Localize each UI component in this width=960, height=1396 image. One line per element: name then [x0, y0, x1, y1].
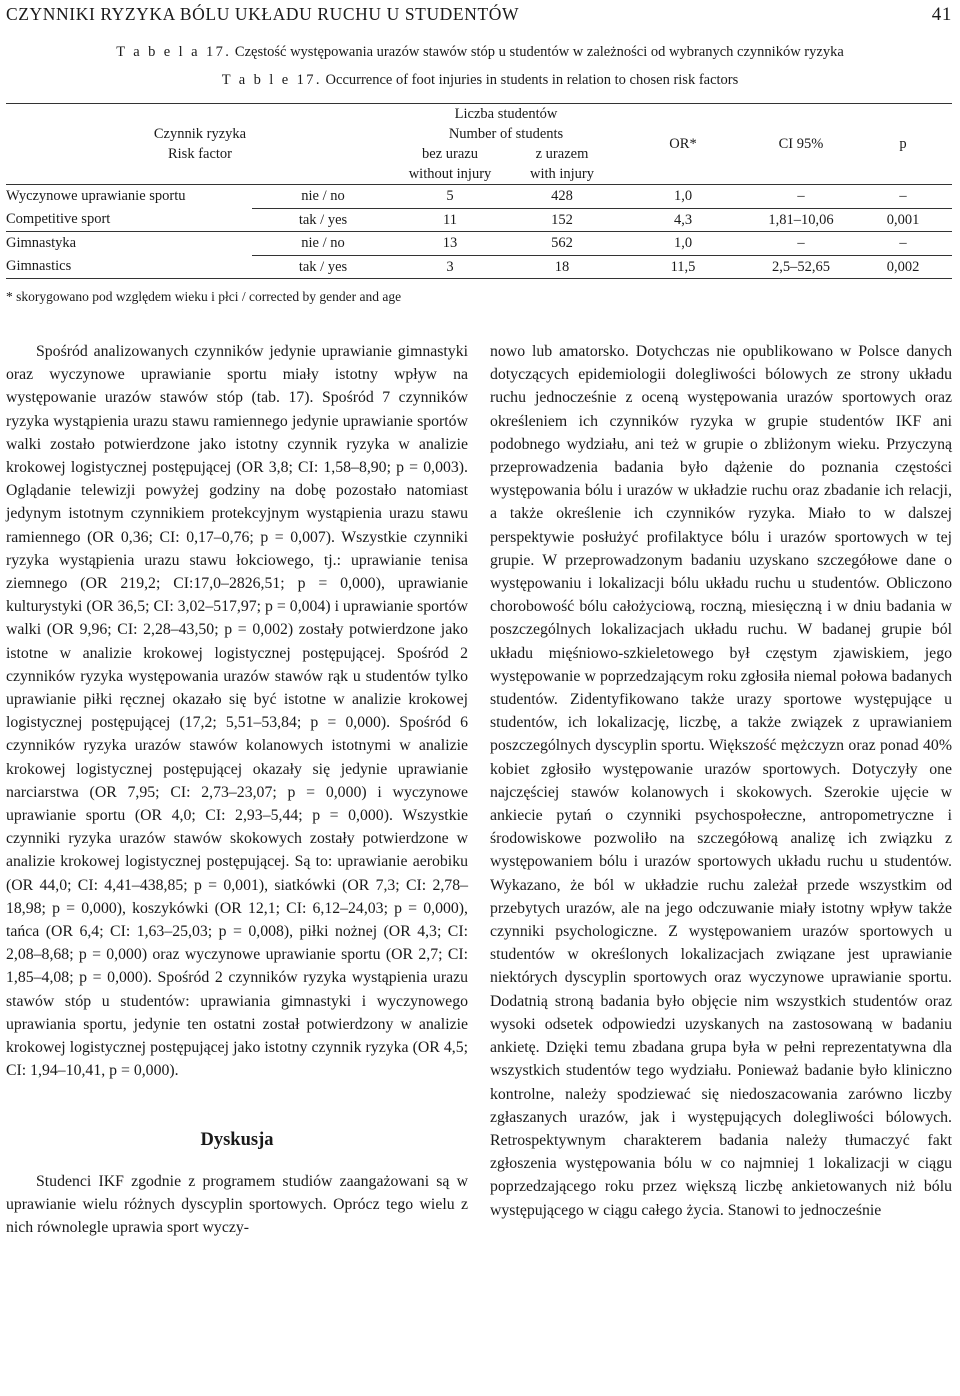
table-footnote: * skorygowano pod względem wieku i płci / corrected by gender and age — [6, 289, 402, 304]
header-risk-factor-pl: Czynnik ryzyka — [153, 126, 247, 142]
cell-ci: 2,5–52,65 — [748, 255, 854, 279]
cell-or: 11,5 — [618, 255, 748, 279]
right-column — [490, 340, 952, 1222]
cell-p: – — [854, 232, 952, 256]
cell-without: 5 — [446, 188, 454, 204]
header-without-pl: bez urazu — [422, 146, 478, 162]
table-caption-en — [0, 72, 960, 89]
table-row — [6, 185, 952, 209]
running-head — [6, 4, 952, 26]
cell-without: 11 — [394, 208, 506, 232]
cell-with: 428 — [551, 188, 573, 204]
cell-p: 0,001 — [854, 208, 952, 232]
cell-or: 1,0 — [618, 232, 748, 256]
cell-with: 18 — [506, 255, 618, 279]
cell-ci: – — [748, 232, 854, 256]
running-title: CZYNNIKI RYZYKA BÓLU UKŁADU RUCHU U STUDENTÓW — [6, 4, 520, 24]
cell-without: 3 — [394, 255, 506, 279]
group-name-en: Competitive sport — [6, 211, 111, 228]
cell-p: – — [899, 188, 907, 204]
row-level: tak / yes — [252, 255, 394, 279]
header-count-pl: Liczba studentów — [454, 106, 558, 122]
table-label-pl: T a b e l a 17. — [116, 44, 232, 60]
table-caption-en-text: Occurrence of foot injuries in students in relation to chosen risk factors — [325, 72, 739, 88]
group-name-pl: Gimnastyka — [6, 232, 252, 256]
data-table — [6, 103, 952, 279]
cell-without: 13 — [394, 232, 506, 256]
cell-or: 1,0 — [673, 188, 693, 204]
header-risk-factor-en: Risk factor — [167, 146, 233, 162]
header-without-en: without injury — [408, 166, 492, 182]
header-with-injury — [506, 144, 618, 185]
row-level: nie / no — [301, 188, 345, 204]
header-count — [394, 104, 618, 145]
body-paragraph: Spośród analizowanych czynników jedynie uprawianie gimnastyki oraz wyczynowe uprawianie sportu miały istotny wpływ na występowanie urazów stawów stóp (tab. 17). Spośród 7 czynników ryzyka wystąpienia urazu stawu ramiennego jedynie uprawianie sportów walki zostało potwierdzone jako istotny czynnik ryzyka w analizie krokowej logistycznej postępującej (OR 3,8; CI: 1,58–8,90; p = 0,003). Oglądanie telewizji powyżej godziny na dobę pozostało natomiast jedynym istotnym czynnikiem protekcyjnym wystąpienia urazu stawu ramiennego (OR 0,36; CI: 0,17–0,76; p = 0,007). Wszystkie czynniki ryzyka wystąpienia urazu stawu łokciowego, tj.: uprawianie tenisa ziemnego (OR 219,2; CI:17,0–2826,51; p = 0,000), uprawianie kulturystyki (OR 36,5; CI: 3,02–517,97; p = 0,004) i uprawianie sportów walki (OR 9,96; CI: 2,28–43,50; p = 0,002) zostały potwierdzone jako istotne w analizie krokowej logistycznej postępującej. Spośród 2 czynników ryzyka występowania urazów stawów rąk u studentów tylko uprawianie piłki ręcznej okazało się być istotne w analizie krokowej logistycznej postępującej (17,2; 5,51–53,84; p = 0,000). Spośród 6 czynników ryzyka urazów stawów kolanowych istotnymi w analizie krokowej logistycznej postępującej okazały się jedynie uprawianie narciarstwa (OR 7,95; CI: 2,73–23,07; p = 0,000) i wyczynowe uprawianie sportu (OR 4,0; CI: 2,93–5,44; p = 0,000). Wszystkie czynniki ryzyka urazów stawów skokowych zostały potwierdzone w analizie krokowej logistycznej postępującej. Są to: uprawianie aerobiku (OR 44,0; CI: 4,41–438,85; p = 0,001), siatkówki (OR 7,3; CI: 2,78–18,98; p = 0,000), koszykówki (OR 12,1; CI: 6,12–24,03; p = 0,000), tańca (OR 6,4; CI: 1,63–25,03; p = 0,008), piłki nożnej (OR 4,3; CI: 2,08–8,68; p = 0,000) oraz wyczynowe uprawianie sportu (OR 2,7; CI: 1,85–4,08; p = 0,000). Spośród 2 czynników ryzyka wystąpienia urazu stawów stóp u studentów: uprawiania gimnastyki i wyczynowego uprawiania sportu, jedynie ten ostatni został potwierdzony w analizie krokowej logistycznej postępującej jako istotny czynnik ryzyka (OR 4,5; CI: 1,94–10,41, p = 0,000). — [6, 343, 468, 1080]
page-number: 41 — [931, 4, 952, 25]
row-level: nie / no — [252, 232, 394, 256]
cell-ci: – — [797, 188, 805, 204]
table-caption-pl-text: Częstość występowania urazów stawów stóp u studentów w zależności od wybranych czynników ryzyka — [234, 44, 844, 60]
body-paragraph: Studenci IKF zgodnie z programem studiów zaangażowani są w uprawianie wielu różnych dyscyplin sportowych. Oprócz tego wielu z nich równolegle uprawia sport wyczy- — [6, 1172, 468, 1237]
section-heading: Dyskusja — [200, 1129, 274, 1150]
cell-with: 562 — [506, 232, 618, 256]
table-row — [6, 255, 952, 279]
header-risk-factor — [6, 104, 394, 185]
cell-ci: 1,81–10,06 — [748, 208, 854, 232]
group-name-pl: Wyczynowe uprawianie sportu — [6, 188, 186, 205]
table-caption-pl — [0, 44, 960, 61]
body-paragraph: nowo lub amatorsko. Dotychczas nie opublikowano w Polsce danych dotyczących epidemiologii dolegliwości bólowych ze strony układu ruchu jednocześnie z oceną występowania urazów sportowych oraz określeniem ich czynników ryzyka w grupie studentów IKF ani podobnego wydziału, ani też w grupie o zbliżonym wieku. Przyczyną przeprowadzenia badania było dążenie do poznania częstości występowania bólu i urazów w układzie ruchu oraz zbadanie ich relacji, a także określenie ich czynników ryzyka. Miało to w dalszej perspektywie posłużyć profilaktyce bólu i urazów sportowych w tej grupie. W przeprowadzonym badaniu uzyskano szczegółowe dane o występowaniu i lokalizacji bólu układu ruchu u studentów. Obliczono chorobowość bólu całożyciową, roczną, miesięczną i w dniu badania w poszczególnych lokalizacjach układu ruchu. W badanej grupie ból układu mięśniowo-szkieletowego był częstym zjawiskiem, jego występowanie w poprzedzającym roku zgłosiła niemal połowa badanych studentów. Zidentyfikowano także urazy sportowe występujące u studentów, ich lokalizację, liczbę, a także związek z uprawianiem poszczególnych dyscyplin sportu. Większość mężczyzn oraz ponad 40% kobiet zgłosiło występowanie urazów sportowych. Dotyczyły one najczęściej stawów kolanowych i skokowych. Szerokie ujęcie w ankiecie pytań o czynniki psychospołeczne, antropometryczne i środowiskowe pozwoliło na szczegółową analizę ich związku z występowaniem bólu i urazów sportowych układu ruchu u studentów. Wykazano, że ból w układzie ruchu zależał przede wszystkim od przebytych urazów, ale na jego odczuwanie miały istotny wpływ także czynniki psychologiczne. Z występowaniem urazów sportowych u studentów w określonych lokalizacjach związane jest uprawianie niektórych dyscyplin sportowych oraz wyczynowe uprawianie sportu. Dodatnią stroną badania było objęcie nim wszystkich studentów oraz wysoki odsetek odpowiedzi uzyskanych na zastosowaną w badaniu ankietę. Dzięki temu zbadana grupa była w pełni reprezentatywna dla wszystkich studentów tego wydziału. Ponieważ badanie było kliniczno kontrolne, należy spodziewać się niedoszacowania zarówno liczby zgłaszanych urazów, jak i występujących dolegliwości bólowych. Retrospektywnym charakterem badania należy tłumaczyć fakt zgłoszenia występowania bólu w co najmniej 1 lokalizacji w ciągu poprzedzającego roku przez większą liczbę ankietowanych niż bólu występującego w ciągu całego życia. Stanowi to jednocześnie — [490, 343, 952, 1219]
header-or: OR* — [618, 104, 748, 185]
group-name-en: Gimnastics — [6, 255, 252, 279]
header-ci: CI 95% — [748, 104, 854, 185]
header-count-en: Number of students — [448, 126, 564, 142]
cell-with: 152 — [506, 208, 618, 232]
header-p: p — [854, 104, 952, 185]
left-column — [6, 340, 468, 1239]
table-row — [6, 232, 952, 256]
table-label-en: T a b l e 17. — [221, 72, 322, 88]
cell-p: 0,002 — [854, 255, 952, 279]
header-with-pl: z urazem — [535, 146, 589, 162]
table-row — [6, 208, 952, 232]
header-with-en: with injury — [529, 166, 595, 182]
cell-or: 4,3 — [618, 208, 748, 232]
row-level: tak / yes — [252, 208, 394, 232]
header-without-injury — [394, 144, 506, 185]
